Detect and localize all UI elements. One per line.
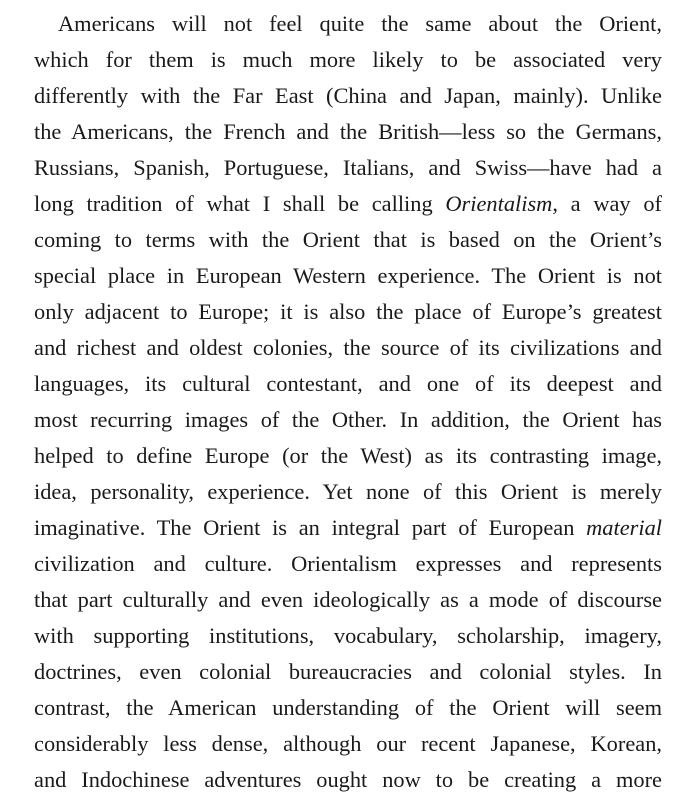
text-line: differently with the Far East (China and Japan, mainly). Unlike	[34, 83, 662, 108]
text-line: and richest and oldest colonies, the source of its civilizations and	[34, 335, 662, 360]
text-line: doctrines, even colonial bureaucracies and colonial styles. In	[34, 659, 662, 684]
text-line: idea, personality, experience. Yet none of this Orient is merely	[34, 479, 662, 504]
text-line: considerably less dense, although our recent Japanese, Korean,	[34, 731, 662, 756]
text-line: long tradition of what I shall be calling Orientalism, a way of	[34, 191, 662, 216]
text-line: with supporting institutions, vocabulary, scholarship, imagery,	[34, 623, 662, 648]
text-line: coming to terms with the Orient that is based on the Orient’s	[34, 227, 662, 252]
text-line: only adjacent to Europe; it is also the place of Europe’s greatest	[34, 299, 662, 324]
italic-term: material	[586, 515, 662, 540]
text-line: and Indochinese adventures ought now to be creating a more	[34, 767, 662, 792]
text-line: Russians, Spanish, Portuguese, Italians, and Swiss—have had a	[34, 155, 662, 180]
text-line: helped to define Europe (or the West) as its contrasting image,	[34, 443, 662, 468]
text-line: the Americans, the French and the British—less so the Germans,	[34, 119, 662, 144]
body-paragraph	[34, 6, 662, 798]
text-line: special place in European Western experience. The Orient is not	[34, 263, 662, 288]
text-line: which for them is much more likely to be associated very	[34, 47, 662, 72]
document-page	[34, 0, 662, 798]
text-line: civilization and culture. Orientalism expresses and represents	[34, 551, 662, 576]
text-line: contrast, the American understanding of the Orient will seem	[34, 695, 662, 720]
text-line: most recurring images of the Other. In addition, the Orient has	[34, 407, 662, 432]
italic-term: Orientalism	[445, 191, 553, 216]
text-line: Americans will not feel quite the same about the Orient,	[58, 11, 662, 36]
text-line: that part culturally and even ideologically as a mode of discourse	[34, 587, 662, 612]
text-line: languages, its cultural contestant, and one of its deepest and	[34, 371, 662, 396]
text-line: imaginative. The Orient is an integral part of European material	[34, 515, 662, 540]
